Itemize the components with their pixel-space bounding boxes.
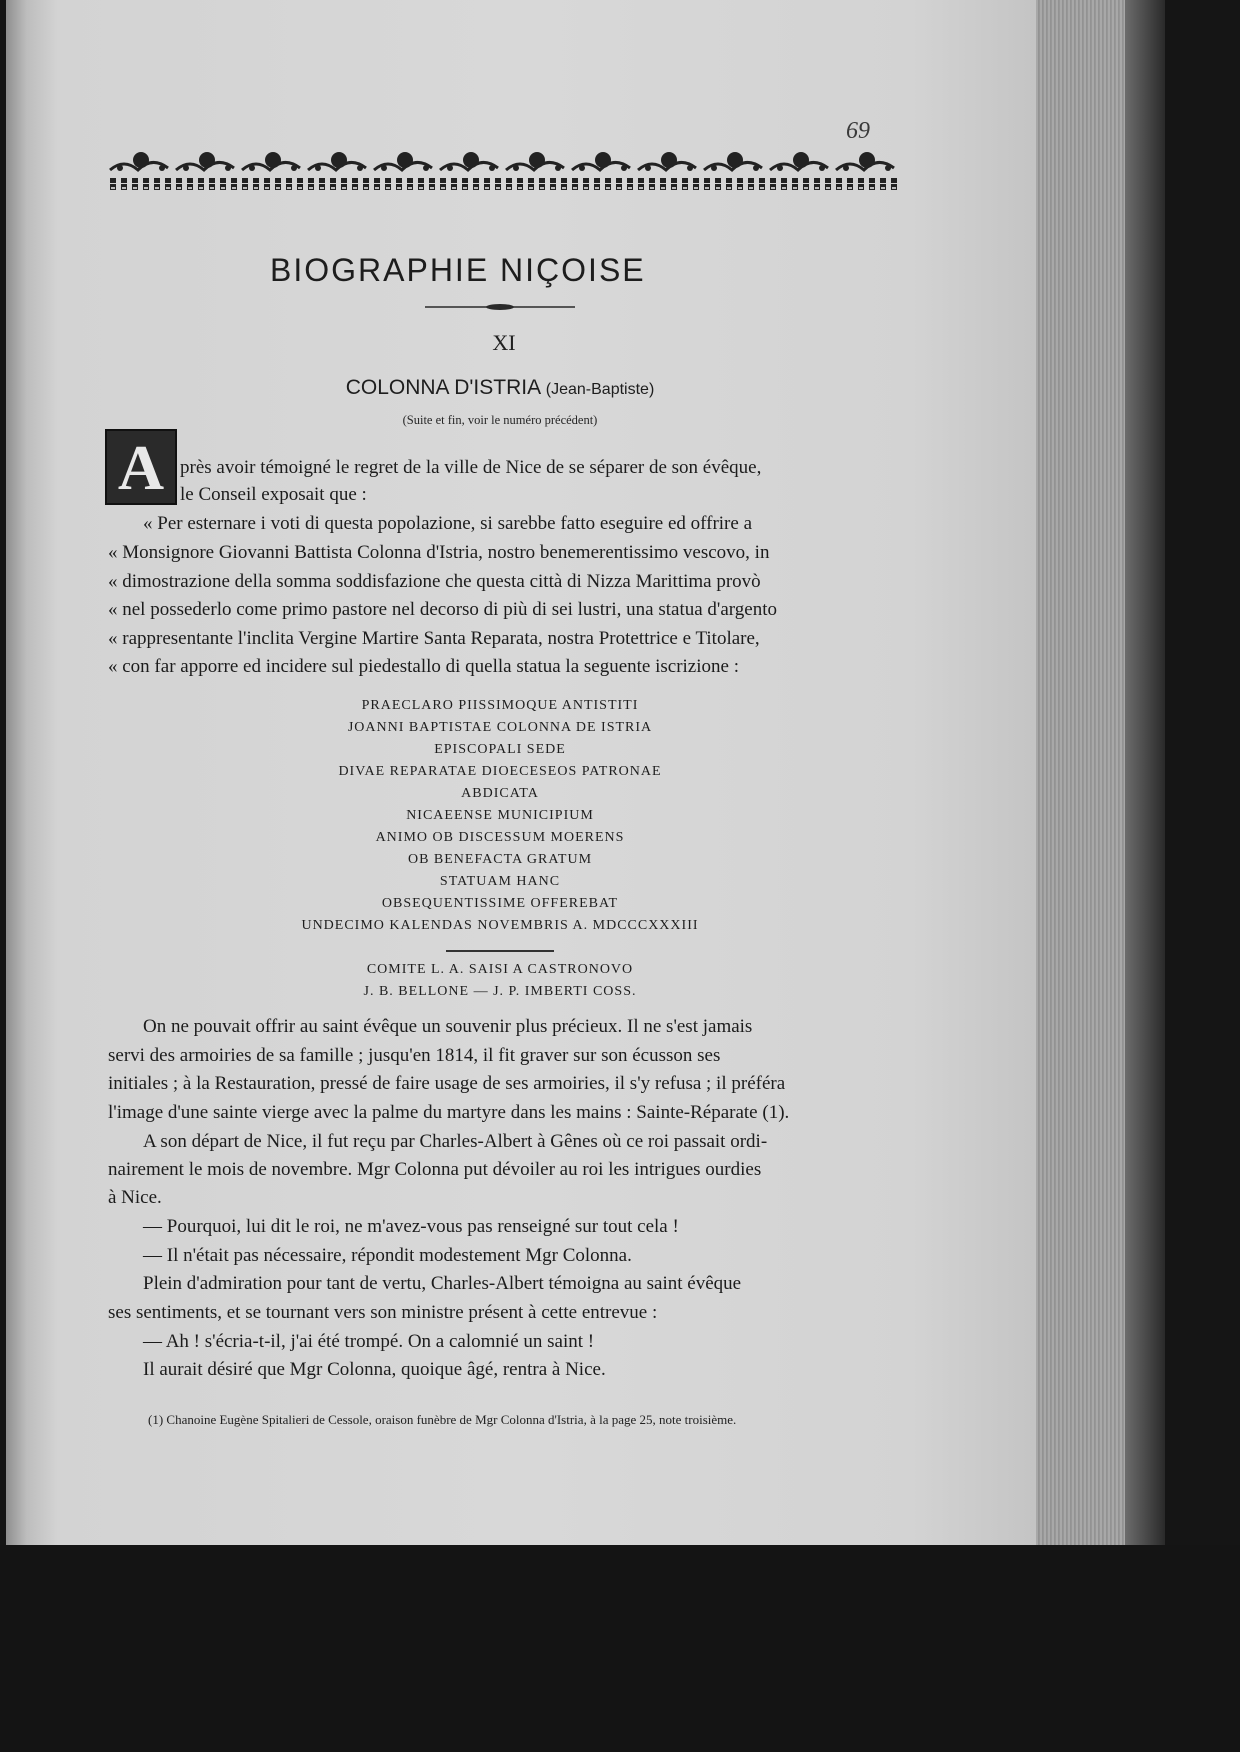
signatory-line: COMITE L. A. SAISI A CASTRONOVO [366,962,634,977]
body-line: On ne pouvait offrir au saint évêque un souvenir plus précieux. Il ne s'est jamais [143,1016,753,1037]
body-line: à Nice. [108,1187,162,1208]
book-spine-shadow [1125,0,1165,1545]
quote-line: « con far apporre ed incidere sul piedestallo di quella statua la seguente iscrizione : [108,656,739,677]
intro-line: près avoir témoigné le regret de la ville de Nice de se séparer de son évêque, [180,457,762,478]
intro-line: le Conseil exposait que : [180,484,367,505]
inscription-line: DIVAE REPARATAE DIOECESEOS PATRONAE [338,764,662,779]
drop-cap [105,429,177,505]
inscription-line: EPISCOPALI SEDE [434,742,566,757]
inscription-line: ABDICATA [461,786,539,801]
chapter-number: XI [492,330,516,355]
subject-heading [240,376,760,400]
continuation-note: (Suite et fin, voir le numéro précédent) [402,413,598,427]
title-rule-ornament [425,300,575,314]
body-line: — Ah ! s'écria-t-il, j'ai été trompé. On a calomnié un saint ! [143,1331,595,1352]
body-line: l'image d'une sainte vierge avec la palme du martyre dans les mains : Sainte-Réparate (1). [108,1102,790,1123]
scan-bottom-margin [0,1545,1240,1752]
inscription-line: ANIMO OB DISCESSUM MOERENS [375,830,625,845]
body-line: Plein d'admiration pour tant de vertu, Charles-Albert témoigna au saint évêque [143,1273,742,1294]
subject-name: COLONNA D'ISTRIA [345,376,540,399]
quote-line: « dimostrazione della somma soddisfazione che questa città di Nizza Marittima provò [108,571,761,592]
body-line: — Pourquoi, lui dit le roi, ne m'avez-vous pas renseigné sur tout cela ! [143,1216,679,1237]
page-title: BIOGRAPHIE NIÇOISE [270,252,646,288]
body-line: Il aurait désiré que Mgr Colonna, quoique âgé, rentra à Nice. [143,1359,606,1380]
inscription-line: STATUAM HANC [439,874,561,889]
body-line: ses sentiments, et se tournant vers son ministre présent à cette entrevue : [108,1302,658,1323]
quote-line: « Monsignore Giovanni Battista Colonna d'Istria, nostro benemerentissimo vescovo, in [108,542,770,563]
body-line: nairement le mois de novembre. Mgr Colonna put dévoiler au roi les intrigues ourdies [108,1159,762,1180]
quote-line: « nel possederlo come primo pastore nel decorso di più di sei lustri, una statua d'argento [108,599,777,620]
drop-cap-letter: A [117,432,165,503]
inscription-line: NICAEENSE MUNICIPIUM [406,808,594,823]
inscription-line: OB BENEFACTA GRATUM [407,852,593,867]
signatory-line: J. B. BELLONE — J. P. IMBERTI COSS. [363,984,637,999]
inscription-line: OBSEQUENTISSIME OFFEREBAT [381,896,619,911]
inscription-line: JOANNI BAPTISTAE COLONNA DE ISTRIA [347,720,653,735]
body-line: A son départ de Nice, il fut reçu par Charles-Albert à Gênes où ce roi passait ordi- [143,1131,768,1152]
body-line: initiales ; à la Restauration, pressé de faire usage de ses armoiries, il s'y refusa ; il préféra [108,1073,786,1094]
decorative-header-ornament [108,148,900,196]
subject-given-name: (Jean-Baptiste) [545,381,655,398]
footnote: (1) Chanoine Eugène Spitalieri de Cessole, oraison funèbre de Mgr Colonna d'Istria, à la page 25, note troisième. [148,1412,737,1427]
quote-line: « Per esternare i voti di questa popolazione, si sarebbe fatto eseguire ed offrire a [143,513,753,534]
inscription-line: UNDECIMO KALENDAS NOVEMBRIS A. MDCCCXXXIII [301,918,699,933]
inscription-line: PRAECLARO PIISSIMOQUE ANTISTITI [361,698,639,713]
inscription-divider [446,950,554,952]
body-line: servi des armoiries de sa famille ; jusqu'en 1814, il fit graver sur son écusson ses [108,1045,721,1066]
body-line: — Il n'était pas nécessaire, répondit modestement Mgr Colonna. [143,1245,632,1266]
quote-line: « rappresentante l'inclita Vergine Martire Santa Reparata, nostra Protettrice e Titolare, [108,628,760,649]
page-number: 69 [846,118,870,144]
